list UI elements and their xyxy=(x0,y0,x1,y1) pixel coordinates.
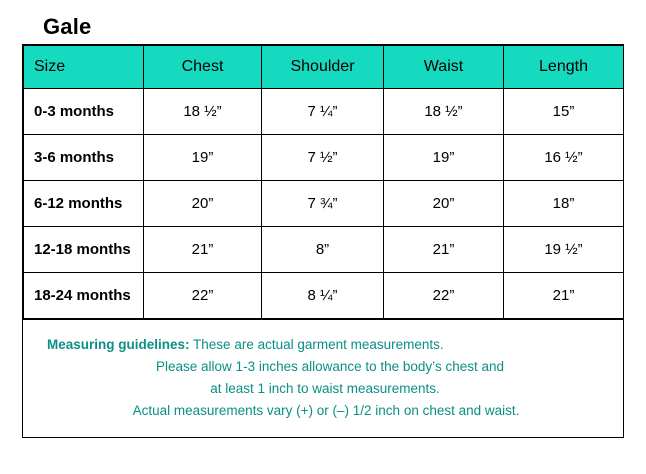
size-chart-container xyxy=(22,44,624,438)
column-header-length: Length xyxy=(504,46,624,89)
cell-shoulder: 7 ¾” xyxy=(262,181,384,227)
cell-shoulder: 8 ¼” xyxy=(262,273,384,319)
cell-length: 19 ½” xyxy=(504,227,624,273)
guidelines-line-4: Actual measurements vary (+) or (–) 1/2 inch on chest and waist. xyxy=(132,402,520,418)
cell-chest: 22” xyxy=(144,273,262,319)
cell-waist: 22” xyxy=(384,273,504,319)
cell-chest: 20” xyxy=(144,181,262,227)
cell-shoulder: 8” xyxy=(262,227,384,273)
cell-length: 18” xyxy=(504,181,624,227)
guidelines-text-1: These are actual garment measurements. xyxy=(193,337,444,352)
guidelines-line-1 xyxy=(39,334,607,356)
cell-length: 21” xyxy=(504,273,624,319)
cell-size: 18-24 months xyxy=(24,273,144,319)
measuring-guidelines xyxy=(23,319,623,437)
cell-waist: 19” xyxy=(384,135,504,181)
table-row xyxy=(24,273,624,319)
table-row xyxy=(24,181,624,227)
cell-shoulder: 7 ¼” xyxy=(262,89,384,135)
column-header-chest: Chest xyxy=(144,46,262,89)
cell-size: 3-6 months xyxy=(24,135,144,181)
table-header xyxy=(24,46,624,89)
column-header-shoulder: Shoulder xyxy=(262,46,384,89)
cell-size: 12-18 months xyxy=(24,227,144,273)
cell-chest: 21” xyxy=(144,227,262,273)
table-row xyxy=(24,135,624,181)
cell-size: 0-3 months xyxy=(24,89,144,135)
cell-waist: 21” xyxy=(384,227,504,273)
cell-length: 15” xyxy=(504,89,624,135)
table-header-row xyxy=(24,46,624,89)
guidelines-line-3: at least 1 inch to waist measurements. xyxy=(210,380,440,396)
cell-waist: 18 ½” xyxy=(384,89,504,135)
size-table xyxy=(23,45,624,319)
cell-shoulder: 7 ½” xyxy=(262,135,384,181)
guidelines-line-2: Please allow 1-3 inches allowance to the body’s chest and xyxy=(156,358,504,374)
page-title: Gale xyxy=(43,14,92,39)
table-body xyxy=(24,89,624,319)
table-row xyxy=(24,89,624,135)
table-row xyxy=(24,227,624,273)
column-header-waist: Waist xyxy=(384,46,504,89)
guidelines-label: Measuring guidelines: xyxy=(47,337,190,352)
cell-chest: 19” xyxy=(144,135,262,181)
cell-length: 16 ½” xyxy=(504,135,624,181)
column-header-size: Size xyxy=(24,46,144,89)
cell-waist: 20” xyxy=(384,181,504,227)
cell-size: 6-12 months xyxy=(24,181,144,227)
cell-chest: 18 ½” xyxy=(144,89,262,135)
